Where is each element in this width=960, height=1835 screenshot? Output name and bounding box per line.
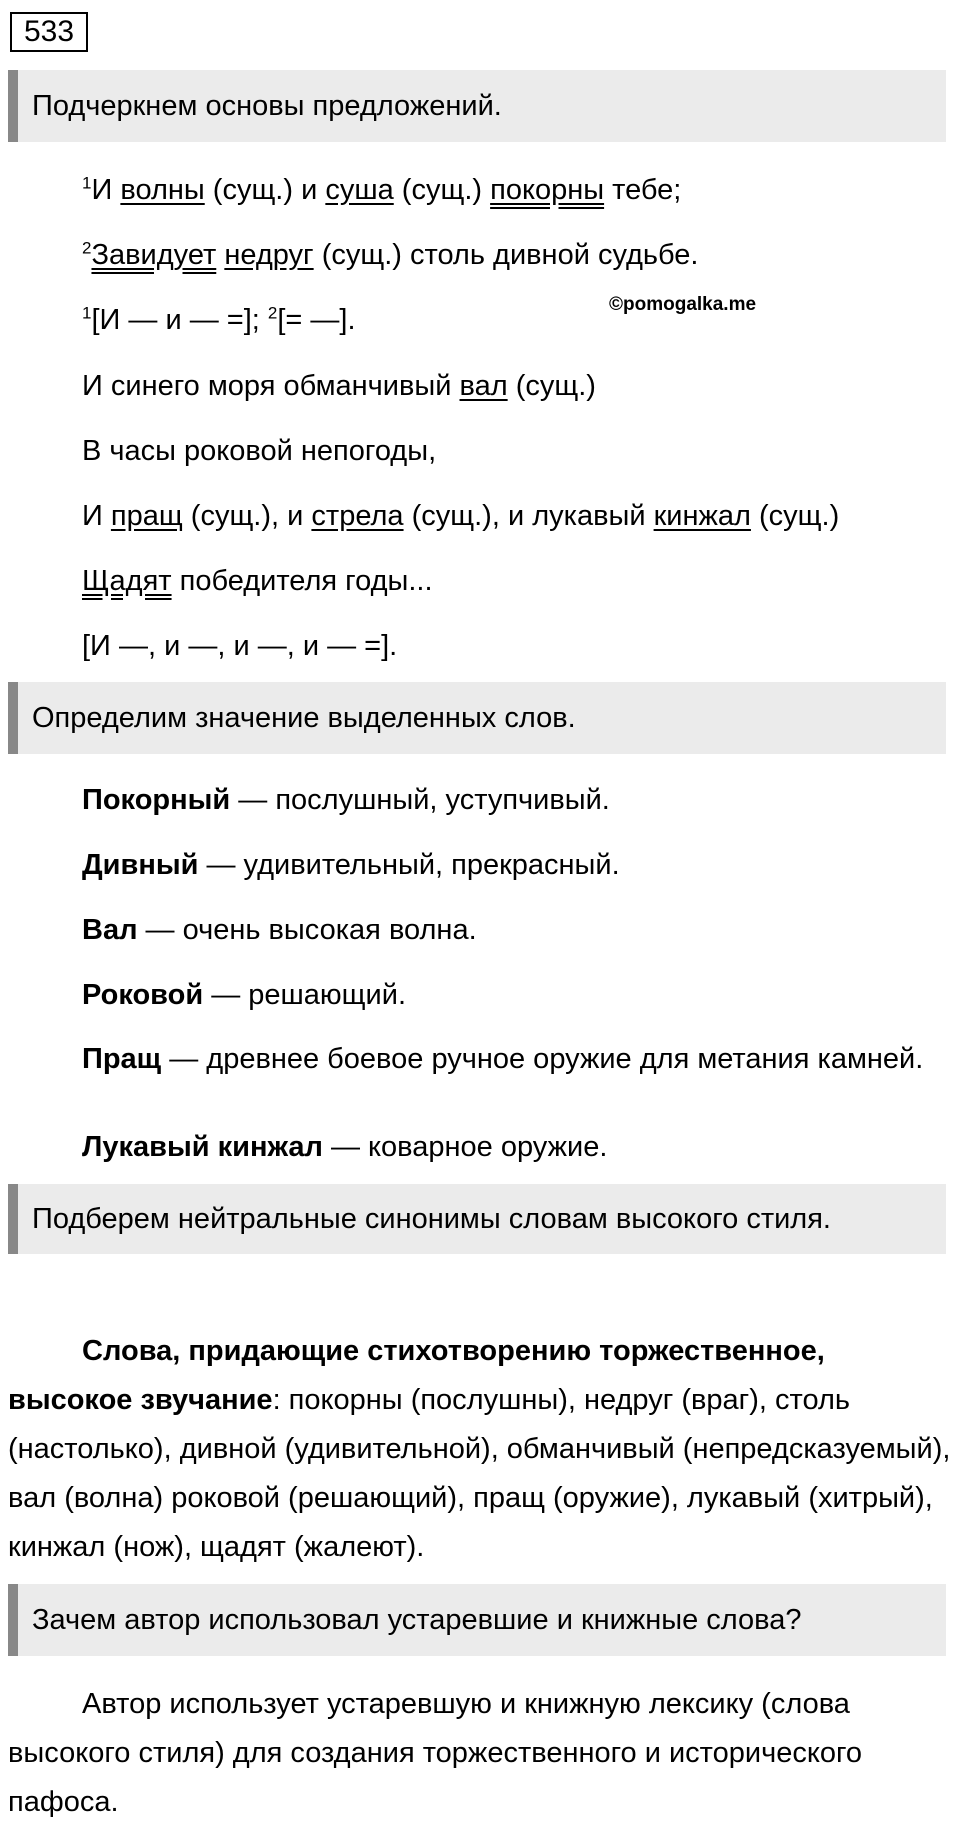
synonyms-paragraph: Слова, придающие стихотворению торжественное, высокое звучание: покорны (послушны), недруг (враг), столь (настолько), дивной (удивительной), обманчивый (непредсказуемый), вал (волна) роковой (решающий), пращ (оружие), лукавый (хитрый), кинжал (нож), щадят (жалеют). bbox=[8, 1335, 951, 1563]
scheme-line-1: $^1$[И — и — =]; $^2$[= —]. bbox=[82, 303, 356, 336]
poem-line-2: $^2$Завидует недруг (сущ.) столь дивной судьбе. bbox=[82, 238, 699, 271]
definition-item: Лукавый кинжал — коварное оружие. bbox=[82, 1131, 608, 1163]
section-header-basics: Подчеркнем основы предложений. bbox=[8, 70, 946, 142]
section-header-meanings: Определим значение выделенных слов. bbox=[8, 682, 946, 754]
poem-line-1: $^1$И волны (сущ.) и суша (сущ.) покорны тебе; bbox=[82, 173, 682, 206]
task-number: 533 bbox=[10, 12, 88, 52]
poem-line-5: В часы роковой непогоды, bbox=[82, 435, 437, 467]
poem-line-4: И синего моря обманчивый вал (сущ.) bbox=[82, 370, 596, 402]
definition-item: Дивный — удивительный, прекрасный. bbox=[82, 849, 620, 881]
definition-item: Покорный — послушный, уступчивый. bbox=[82, 784, 610, 816]
answer-paragraph: Автор использует устаревшую и книжную лексику (слова высокого стиля) для создания торжественного и исторического пафоса. bbox=[8, 1688, 863, 1818]
scheme-line-2: [И —, и —, и —, и — =]. bbox=[82, 630, 398, 662]
definition-item: Вал — очень высокая волна. bbox=[82, 914, 477, 946]
section-header-question: Зачем автор использовал устаревшие и книжные слова? bbox=[8, 1584, 946, 1656]
definition-item: Пращ — древнее боевое ручное оружие для метания камней. bbox=[82, 1043, 924, 1075]
definition-item: Роковой — решающий. bbox=[82, 979, 407, 1011]
poem-line-7: Щадят победителя годы... bbox=[82, 565, 433, 597]
poem-line-6: И пращ (сущ.), и стрела (сущ.), и лукавый кинжал (сущ.) bbox=[82, 500, 840, 532]
section-header-synonyms: Подберем нейтральные синонимы словам высокого стиля. bbox=[8, 1184, 946, 1254]
watermark: ©pomogalka.me bbox=[609, 294, 757, 315]
